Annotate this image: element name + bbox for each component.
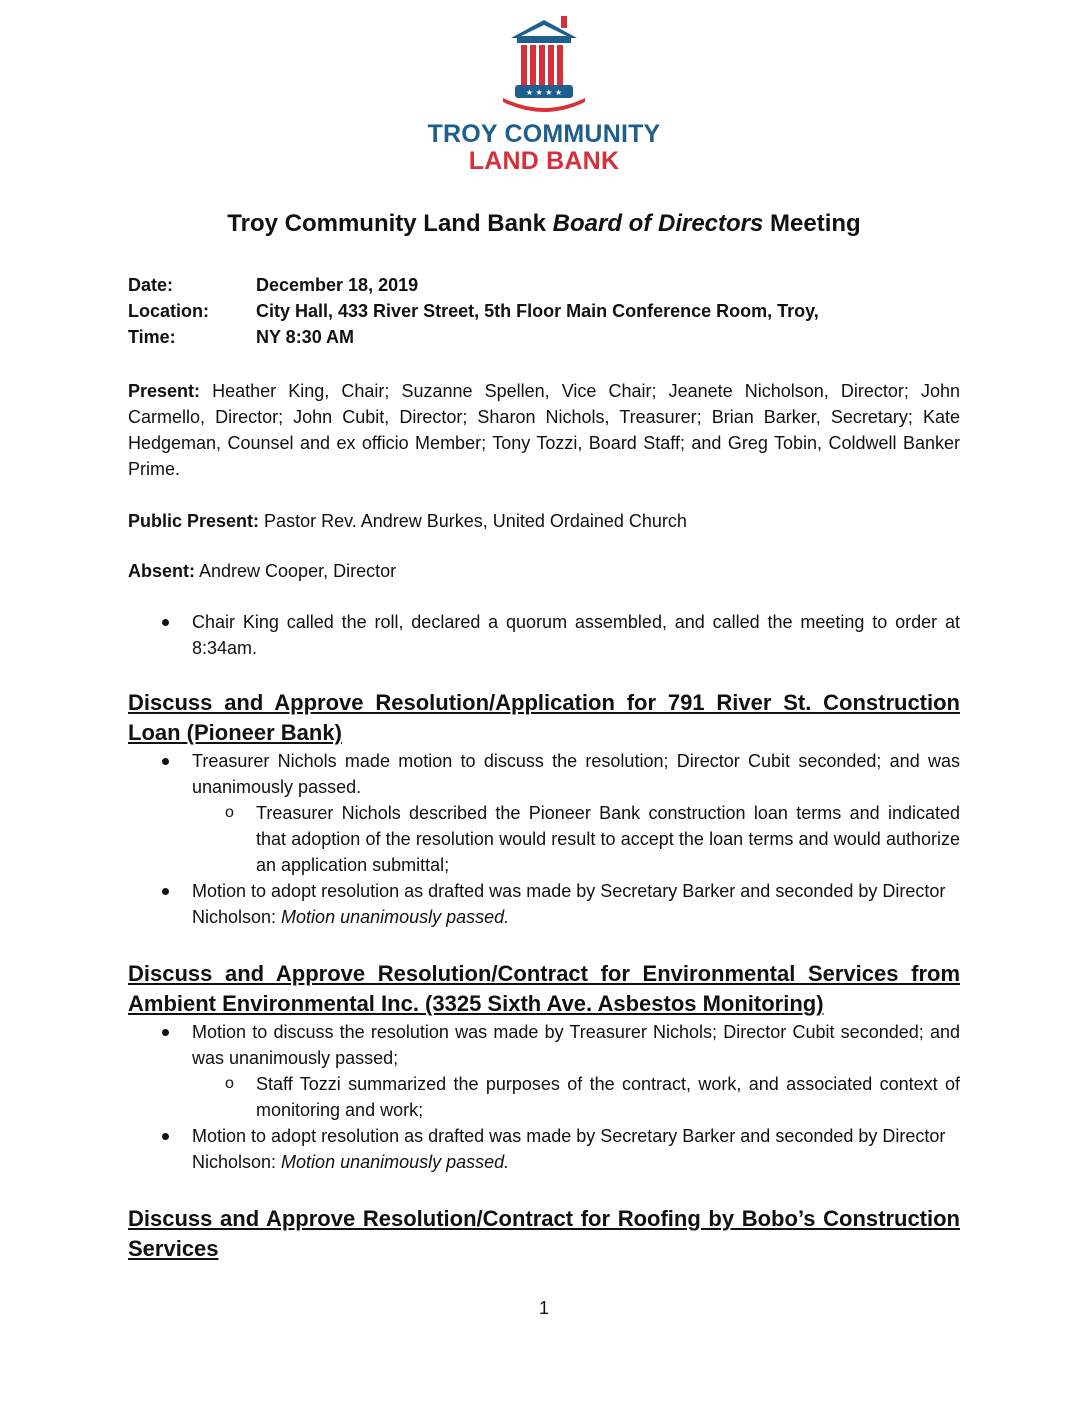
present-paragraph [128, 378, 960, 482]
meeting-meta [128, 272, 960, 350]
sub-list [128, 800, 960, 878]
date-label: Date: [128, 275, 174, 295]
location-row [128, 298, 960, 324]
motion-text: Motion to adopt resolution as drafted was made by Secretary Barker and seconded by Director Nicholson: [192, 1126, 946, 1172]
section-heading: Discuss and Approve Resolution/Contract for Roofing by Bobo’s Construction Services [128, 1206, 960, 1261]
list-item [128, 748, 960, 878]
title-part1: Troy Community Land Bank [227, 210, 553, 237]
present-label: Present: [128, 381, 201, 401]
section-list [128, 1019, 960, 1175]
absent-block [128, 558, 960, 584]
list-item-text: Motion to discuss the resolution was made by Treasurer Nichols; Director Cubit seconded; and was unanimously passed; [192, 1022, 960, 1068]
present-block [128, 378, 960, 482]
time-label: Time: [128, 327, 176, 347]
public-present-label: Public Present: [128, 511, 260, 531]
time-row [128, 324, 960, 350]
date-row [128, 272, 960, 298]
motion-result: Motion unanimously passed. [281, 907, 510, 927]
building-hat-logo-icon [499, 14, 589, 114]
title-part3: Meeting [763, 210, 861, 237]
logo-text-line2: LAND BANK [468, 147, 620, 175]
list-item: Chair King called the roll, declared a quorum assembled, and called the meeting to order at 8:34am. [128, 609, 960, 661]
present-text: Heather King, Chair; Suzanne Spellen, Vice Chair; Jeanete Nicholson, Director; John Carmello, Director; John Cubit, Director; Sharon Nichols, Treasurer; Brian Barker, Secretary; Kate Hedgeman, Counsel and ex officio Member; Tony Tozzi, Board Staff; and Greg Tobin, Coldwell Banker Prime. [128, 381, 960, 479]
time-value: NY 8:30 AM [256, 327, 355, 347]
section-heading: Discuss and Approve Resolution/Application for 791 River St. Construction Loan (Pioneer Bank) [128, 690, 960, 745]
opening-block [128, 609, 960, 661]
location-label: Location: [128, 301, 209, 321]
section-heading: Discuss and Approve Resolution/Contract for Environmental Services from Ambient Environmental Inc. (3325 Sixth Ave. Asbestos Monitoring) [128, 961, 960, 1016]
motion-result: Motion unanimously passed. [281, 1152, 510, 1172]
sub-list-item: o Treasurer Nichols described the Pioneer Bank construction loan terms and indicated that adoption of the resolution would result to accept the loan terms and would authorize an application submittal; [128, 800, 960, 878]
list-item [128, 1019, 960, 1123]
title-italic: Board of Directors [552, 210, 764, 237]
document-title [0, 210, 1088, 238]
section-bobos-roofing [128, 1204, 960, 1264]
list-item-text: Treasurer Nichols made motion to discuss the resolution; Director Cubit seconded; and was unanimously passed. [192, 751, 960, 797]
absent-text: Andrew Cooper, Director [195, 561, 397, 581]
section-ambient-environmental [128, 959, 960, 1175]
svg-text:★ ★ ★ ★: ★ ★ ★ ★ [525, 88, 563, 97]
list-item [128, 1123, 960, 1175]
page-number: 1 [538, 1298, 549, 1318]
sub-list [128, 1071, 960, 1123]
opening-list [128, 609, 960, 661]
public-present-paragraph [128, 508, 960, 534]
public-present-block [128, 508, 960, 534]
location-value: City Hall, 433 River Street, 5th Floor Main Conference Room, Troy, [256, 301, 819, 321]
list-item [128, 878, 960, 930]
section-pioneer-loan [128, 688, 960, 930]
absent-paragraph [128, 558, 960, 584]
date-value: December 18, 2019 [256, 275, 419, 295]
sub-list-item: o Staff Tozzi summarized the purposes of the contract, work, and associated context of monitoring and work; [128, 1071, 960, 1123]
absent-label: Absent: [128, 561, 195, 581]
motion-text: Motion to adopt resolution as drafted was made by Secretary Barker and seconded by Director Nicholson: [192, 881, 946, 927]
organization-logo [0, 14, 1088, 174]
section-list [128, 748, 960, 930]
public-present-text: Pastor Rev. Andrew Burkes, United Ordained Church [259, 511, 687, 531]
logo-text-line1: TROY COMMUNITY [427, 120, 661, 148]
